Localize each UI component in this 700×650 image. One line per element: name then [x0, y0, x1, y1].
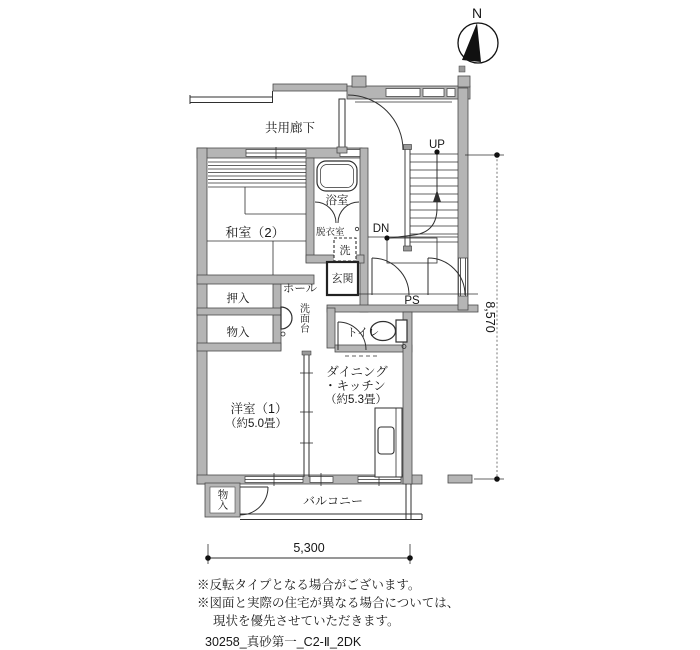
stair-treads: [410, 154, 458, 242]
bathroom: [315, 161, 359, 261]
dimension-width: [205, 541, 413, 564]
sliding-partition: [300, 351, 313, 477]
corridor-entry-door: [337, 95, 403, 153]
north-label: N: [471, 5, 483, 21]
kitchen-counter: [375, 408, 402, 477]
compass-base: [459, 66, 465, 72]
window-entry-top: [386, 89, 420, 97]
note-line-2: ※図面と実際の住宅が異なる場合については、: [197, 596, 460, 610]
notes-block: [197, 577, 459, 649]
compass-needle: [462, 23, 481, 62]
dn-start-dot: [384, 235, 389, 240]
dressing-room-label: 脱衣室: [316, 227, 345, 238]
wall-pilaster: [458, 76, 470, 87]
wall-ps-south: [327, 305, 478, 312]
stringer-cap: [404, 145, 412, 150]
storage-label: 物入: [226, 327, 250, 339]
wall-bath-east: [360, 148, 368, 312]
window-entry-top: [423, 89, 444, 97]
balcony-storage-label: 物入: [216, 489, 229, 510]
hall-label: ホール: [282, 283, 318, 295]
wall-stub-southeast: [448, 475, 472, 483]
washstand-label: 洗面台: [297, 303, 309, 333]
ps-label: PS: [404, 295, 420, 307]
western-room-label-2: （約5.0畳）: [225, 418, 287, 430]
window-stairhall-east: [459, 258, 468, 296]
kitchen-sink-icon: [378, 427, 394, 454]
door-arc: [348, 95, 403, 150]
washstand-fixture: [281, 307, 292, 336]
stair-direction-arrow-icon: [433, 190, 441, 202]
up-label: UP: [429, 139, 445, 151]
dn-label: DN: [372, 223, 390, 235]
corridor-label: 共用廊下: [264, 121, 316, 135]
dining-kitchen-label-2: ・キッチン: [324, 379, 386, 393]
door-stop: [337, 147, 347, 153]
note-line-3: 現状を優先させていただきます。: [213, 614, 400, 628]
wall-toilet-south: [335, 345, 412, 352]
western-room-label-1: 洋室（1）: [230, 402, 288, 416]
dimension-height: [465, 152, 504, 482]
wash-basin-icon: [281, 307, 292, 329]
dim-dot: [407, 555, 413, 561]
stair-stringer: [405, 147, 410, 247]
dining-kitchen-label-3: （約5.3畳）: [325, 394, 387, 406]
closet-label: 押入: [226, 293, 250, 305]
tatami-lines: [207, 162, 306, 275]
balcony-label: バルコニー: [302, 494, 364, 508]
door-arc: [372, 258, 409, 295]
wall-storage-south: [197, 343, 281, 351]
wall-corridor-top: [273, 84, 347, 91]
wall-closet-east: [273, 284, 281, 350]
window-entry-top: [447, 89, 455, 97]
window-south-mid: [310, 477, 333, 483]
staircase: [368, 145, 458, 264]
japanese-room-label: 和室（2）: [225, 225, 285, 240]
compass-icon: [458, 5, 498, 72]
dining-kitchen-label-1: ダイニング: [326, 365, 388, 379]
wall-mid-vertical: [306, 158, 314, 262]
wall-toilet-west: [327, 308, 335, 348]
washer-label: 洗: [339, 245, 351, 257]
plan-id-footer: 30258_真砂第一_C2-Ⅱ_2DK: [205, 635, 362, 649]
stringer-cap: [404, 246, 412, 251]
dimension-height-label: 8,570: [483, 301, 497, 333]
dim-dot: [494, 476, 500, 482]
wall-pilaster: [352, 76, 366, 87]
knob-dot: [355, 227, 358, 230]
dim-dot: [205, 555, 211, 561]
wall-unit-west: [197, 148, 207, 484]
note-line-1: ※反転タイプとなる場合がございます。: [197, 578, 421, 592]
toilet-label: トイレ: [346, 327, 380, 339]
storage-door-arc: [240, 487, 268, 515]
bath-label: 浴室: [325, 195, 349, 207]
door-frame: [339, 99, 345, 149]
entrance-label: 玄関: [331, 273, 354, 285]
stair-walk-line: [390, 152, 437, 238]
partition-cap: [302, 351, 311, 355]
toilet-tank-icon: [396, 320, 407, 342]
dim-dot: [494, 152, 500, 158]
corridor-railing: [190, 91, 273, 104]
dimension-width-label: 5,300: [293, 541, 325, 555]
drain-dot: [281, 332, 285, 336]
wall-closet-divider: [197, 308, 281, 315]
